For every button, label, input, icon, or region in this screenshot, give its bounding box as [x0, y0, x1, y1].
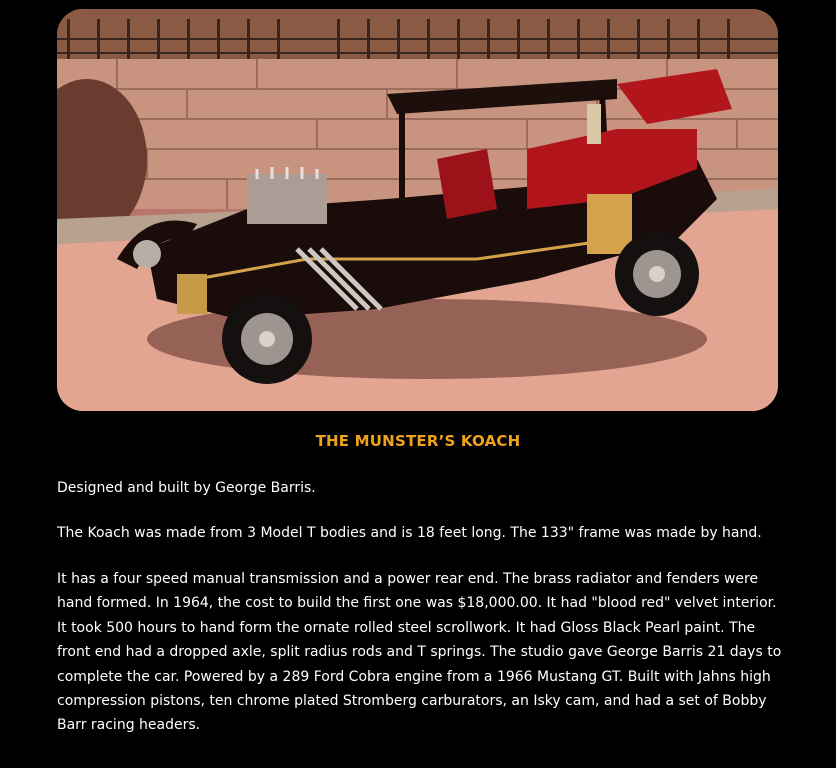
- koach-photo: [57, 9, 778, 411]
- paragraph-bodies: The Koach was made from 3 Model T bodies and is 18 feet long. The 133" frame was made by hand.: [57, 525, 762, 541]
- paragraph-specs: It has a four speed manual transmission and a power rear end. The brass radiator and fenders were hand formed. In 1964, the cost to build the first one was $18,000.00. It had "blood red" velvet interior. It took 500 hours to hand form the ornate rolled steel scrollwork. It had Gloss Black Pearl paint. The front end had a dropped axle, split radius rods and T springs. The studio gave George Barris 21 days to complete the car. Powered by a 289 Ford Cobra engine from a 1966 Mustang GT. Built with Jahns high compression pistons, ten chrome plated Stromberg carburators, an Isky cam, and had a set of Bobby Barr racing headers.: [57, 571, 782, 734]
- article-title: THE MUNSTER’S KOACH: [315, 432, 521, 450]
- paragraph-designer: Designed and built by George Barris.: [57, 480, 316, 496]
